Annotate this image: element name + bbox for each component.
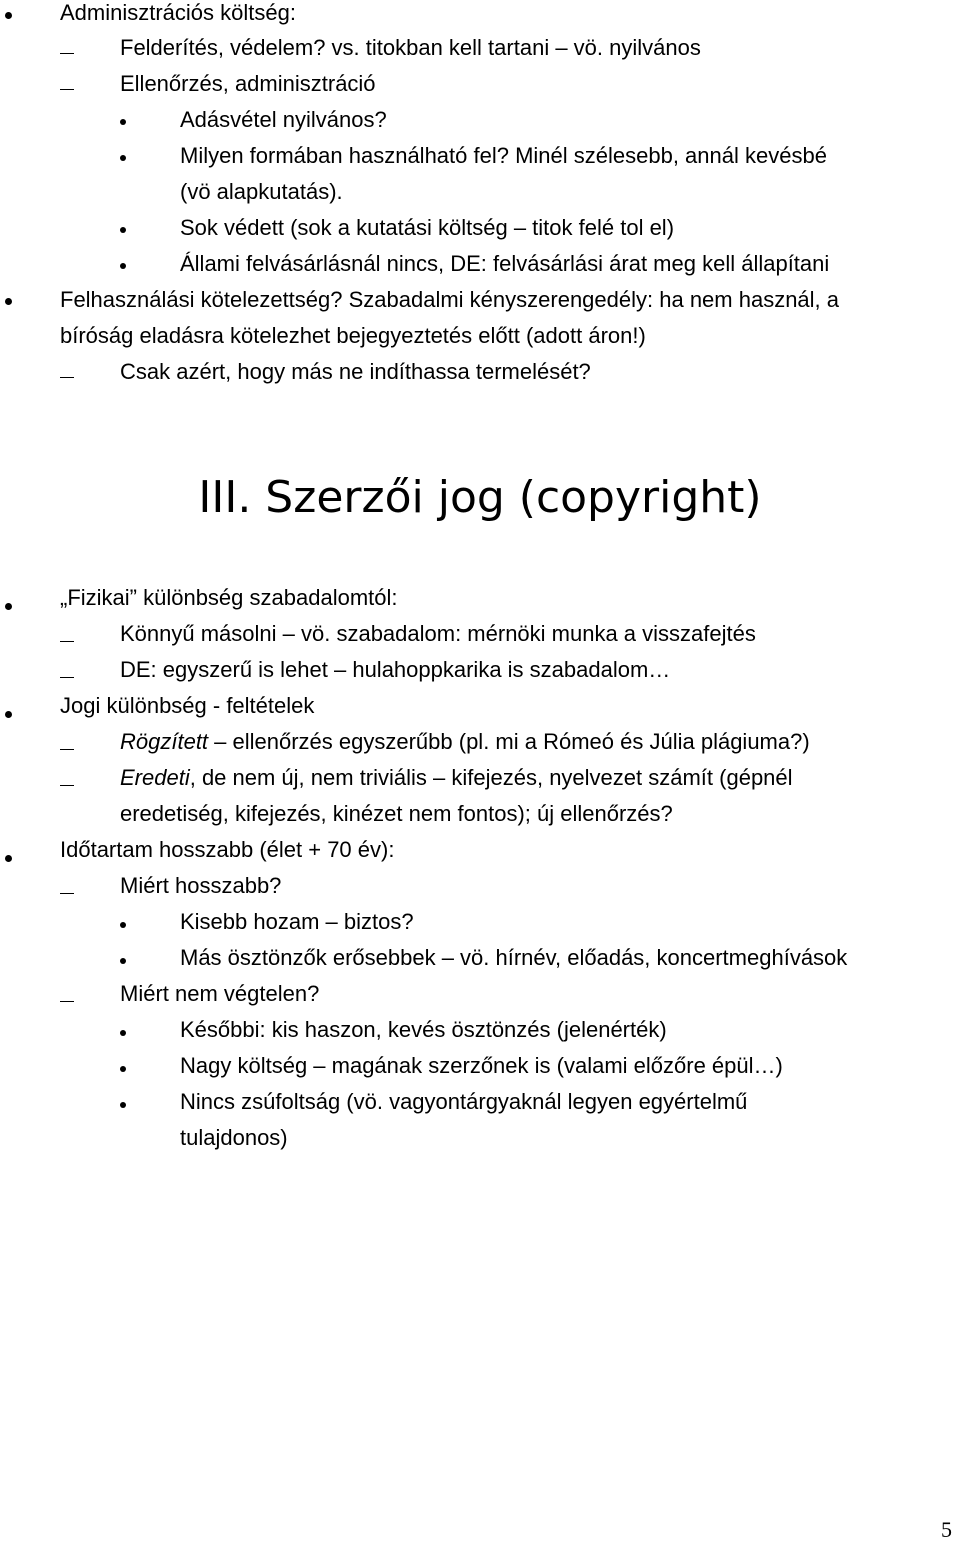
- list-item-can-be-simple: DE: egyszerű is lehet – hulahoppkarika is szabadalom…: [120, 657, 671, 682]
- bullet-icon: [120, 1066, 126, 1072]
- list-item-usage-obligation-cont: bíróság eladásra kötelezhet bejegyeztetés előtt (adott áron!): [60, 323, 646, 348]
- list-item-usage-obligation: Felhasználási kötelezettség? Szabadalmi kényszerengedély: ha nem használ, a: [60, 287, 840, 312]
- list-item-original-cont: eredetiség, kifejezés, kinézet nem fontos); új ellenőrzés?: [120, 801, 673, 826]
- dash-icon: [60, 1001, 74, 1002]
- emphasis-fixed: Rögzített: [120, 729, 209, 754]
- list-item-smaller-yield: Kisebb hozam – biztos?: [180, 909, 414, 934]
- dash-icon: [60, 893, 74, 894]
- dash-icon: [60, 785, 74, 786]
- fixed-text: – ellenőrzés egyszerűbb (pl. mi a Rómeó és Júlia plágiuma?): [208, 729, 810, 754]
- dash-icon: [60, 89, 74, 90]
- list-item-physical-difference: „Fizikai” különbség szabadalomtól:: [60, 585, 398, 610]
- bullet-icon: [120, 227, 126, 233]
- list-item-only-to-block: Csak azért, hogy más ne indíthassa termelését?: [120, 359, 591, 384]
- page-number: 5: [941, 1517, 952, 1542]
- bullet-icon: [120, 958, 126, 964]
- list-item-why-not-infinite: Miért nem végtelen?: [120, 981, 320, 1006]
- original-text: , de nem új, nem triviális – kifejezés, nyelvezet számít (gépnél: [189, 765, 793, 790]
- list-item-original: [120, 760, 793, 796]
- dash-icon: [60, 641, 74, 642]
- bullet-icon: [5, 12, 12, 19]
- list-item-why-longer: Miért hosszabb?: [120, 873, 282, 898]
- list-item-other-incentives: Más ösztönzők erősebbek – vö. hírnév, előadás, koncertmeghívások: [180, 945, 848, 970]
- list-item-usage-form-cont: (vö alapkutatás).: [180, 179, 343, 204]
- dash-icon: [60, 377, 74, 378]
- list-item-control-administration: Ellenőrzés, adminisztráció: [120, 71, 376, 96]
- bullet-icon: [5, 855, 12, 862]
- list-item-big-cost: Nagy költség – magának szerzőnek is (valami előzőre épül…): [180, 1053, 783, 1078]
- bullet-icon: [5, 711, 12, 718]
- bullet-icon: [5, 603, 12, 610]
- list-item-fixed: [120, 724, 810, 760]
- dash-icon: [60, 677, 74, 678]
- bullet-icon: [120, 922, 126, 928]
- emphasis-original: Eredeti: [120, 765, 190, 790]
- list-item-legal-difference: Jogi különbség - feltételek: [60, 693, 315, 718]
- list-item-detection-protection: Felderítés, védelem? vs. titokban kell tartani – vö. nyilvános: [120, 35, 701, 60]
- section-heading: III. Szerzői jog (copyright): [198, 472, 762, 523]
- list-item-many-protected: Sok védett (sok a kutatási költség – titok felé tol el): [180, 215, 675, 240]
- dash-icon: [60, 53, 74, 54]
- list-item-easy-to-copy: Könnyű másolni – vö. szabadalom: mérnöki munka a visszafejtés: [120, 621, 756, 646]
- list-item-sale-public: Adásvétel nyilvános?: [180, 107, 387, 132]
- list-item-later-small-benefit: Későbbi: kis haszon, kevés ösztönzés (jelenérték): [180, 1017, 667, 1042]
- list-item-no-congestion: Nincs zsúfoltság (vö. vagyontárgyaknál legyen egyértelmű: [180, 1089, 748, 1114]
- bullet-icon: [120, 1102, 126, 1108]
- list-item-duration: Időtartam hosszabb (élet + 70 év):: [60, 837, 395, 862]
- dash-icon: [60, 749, 74, 750]
- list-item-administration-cost: Adminisztrációs költség:: [60, 0, 296, 25]
- bullet-icon: [120, 155, 126, 161]
- bullet-icon: [120, 119, 126, 125]
- list-item-state-purchase: Állami felvásárlásnál nincs, DE: felvásárlási árat meg kell állapítani: [180, 251, 830, 276]
- bullet-icon: [5, 298, 12, 305]
- list-item-usage-form: Milyen formában használható fel? Minél szélesebb, annál kevésbé: [180, 143, 827, 168]
- bullet-icon: [120, 1030, 126, 1036]
- list-item-no-congestion-cont: tulajdonos): [180, 1125, 288, 1150]
- bullet-icon: [120, 263, 126, 269]
